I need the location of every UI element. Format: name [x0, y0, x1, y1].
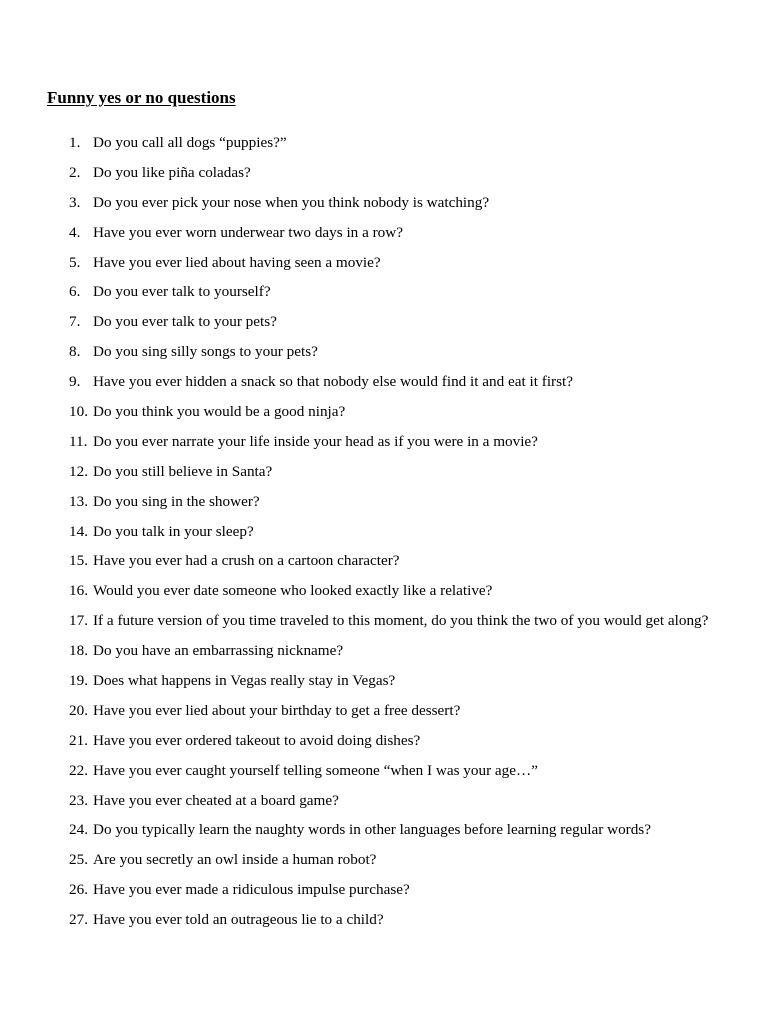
list-item — [0, 429, 768, 454]
list-item — [0, 788, 768, 813]
item-number: 5. — [69, 253, 81, 271]
item-text: Have you ever ordered takeout to avoid doing dishes? — [93, 731, 421, 749]
list-item — [0, 548, 768, 573]
list-item — [0, 130, 768, 155]
list-item — [0, 728, 768, 753]
list-item — [0, 847, 768, 872]
item-text: Have you ever told an outrageous lie to a child? — [93, 911, 384, 929]
list-item — [0, 608, 768, 633]
list-item — [0, 339, 768, 364]
item-text: Do you sing in the shower? — [93, 492, 260, 510]
item-number: 23. — [69, 791, 88, 809]
list-item — [0, 250, 768, 275]
item-text: Have you ever hidden a snack so that nobody else would find it and eat it first? — [93, 373, 573, 391]
list-item — [0, 369, 768, 394]
item-text: Do you ever narrate your life inside your head as if you were in a movie? — [93, 432, 538, 450]
item-text: Have you ever made a ridiculous impulse purchase? — [93, 881, 410, 899]
item-number: 22. — [69, 761, 88, 779]
item-text: Would you ever date someone who looked exactly like a relative? — [93, 582, 493, 600]
list-item — [0, 638, 768, 663]
item-number: 9. — [69, 373, 81, 391]
list-item — [0, 279, 768, 304]
item-number: 10. — [69, 403, 88, 421]
list-item — [0, 519, 768, 544]
item-number: 18. — [69, 642, 88, 660]
item-text: Does what happens in Vegas really stay in Vegas? — [93, 672, 396, 690]
list-item — [0, 399, 768, 424]
item-number: 2. — [69, 163, 81, 181]
item-number: 17. — [69, 612, 88, 630]
question-list — [0, 130, 768, 937]
list-item — [0, 758, 768, 783]
item-number: 16. — [69, 582, 88, 600]
item-text: Do you ever talk to yourself? — [93, 283, 271, 301]
item-number: 15. — [69, 552, 88, 570]
item-text: Have you ever cheated at a board game? — [93, 791, 339, 809]
item-number: 6. — [69, 283, 81, 301]
item-number: 3. — [69, 193, 81, 211]
item-number: 7. — [69, 313, 81, 331]
item-number: 14. — [69, 522, 88, 540]
item-number: 25. — [69, 851, 88, 869]
item-text: Do you ever talk to your pets? — [93, 313, 277, 331]
item-number: 12. — [69, 462, 88, 480]
item-text: Have you ever lied about having seen a movie? — [93, 253, 381, 271]
item-number: 20. — [69, 701, 88, 719]
item-number: 21. — [69, 731, 88, 749]
item-number: 19. — [69, 672, 88, 690]
list-item — [0, 220, 768, 245]
list-item — [0, 698, 768, 723]
item-text: Do you sing silly songs to your pets? — [93, 343, 318, 361]
item-text: Do you typically learn the naughty words in other languages before learning regular words? — [93, 821, 651, 839]
item-text: Do you call all dogs “puppies?” — [93, 134, 287, 151]
item-number: 13. — [69, 492, 88, 510]
item-text: Have you ever caught yourself telling someone “when I was your age…” — [93, 761, 538, 779]
list-item — [0, 877, 768, 902]
list-item — [0, 309, 768, 334]
item-text: Are you secretly an owl inside a human robot? — [93, 851, 377, 869]
page-title: Funny yes or no questions — [47, 88, 236, 107]
list-item — [0, 817, 768, 842]
list-item — [0, 459, 768, 484]
item-number: 11. — [69, 432, 88, 450]
item-number: 8. — [69, 343, 81, 361]
item-text: Have you ever had a crush on a cartoon character? — [93, 552, 400, 570]
item-text: Do you like piña coladas? — [93, 163, 251, 181]
item-text: Do you ever pick your nose when you think nobody is watching? — [93, 193, 490, 211]
list-item — [0, 489, 768, 514]
item-number: 27. — [69, 911, 88, 929]
item-text: Do you still believe in Santa? — [93, 462, 273, 480]
item-text: If a future version of you time traveled to this moment, do you think the two of you would get along? — [93, 612, 709, 630]
item-number: 26. — [69, 881, 88, 899]
item-number: 1. — [69, 134, 81, 151]
item-text: Do you think you would be a good ninja? — [93, 403, 346, 421]
item-text: Do you have an embarrassing nickname? — [93, 642, 344, 660]
item-number: 24. — [69, 821, 88, 839]
item-text: Do you talk in your sleep? — [93, 522, 254, 540]
list-item — [0, 668, 768, 693]
list-item — [0, 190, 768, 215]
item-number: 4. — [69, 223, 81, 241]
item-text: Have you ever lied about your birthday to get a free dessert? — [93, 701, 461, 719]
item-text: Have you ever worn underwear two days in a row? — [93, 223, 403, 241]
list-item — [0, 907, 768, 932]
list-item — [0, 578, 768, 603]
list-item — [0, 160, 768, 185]
